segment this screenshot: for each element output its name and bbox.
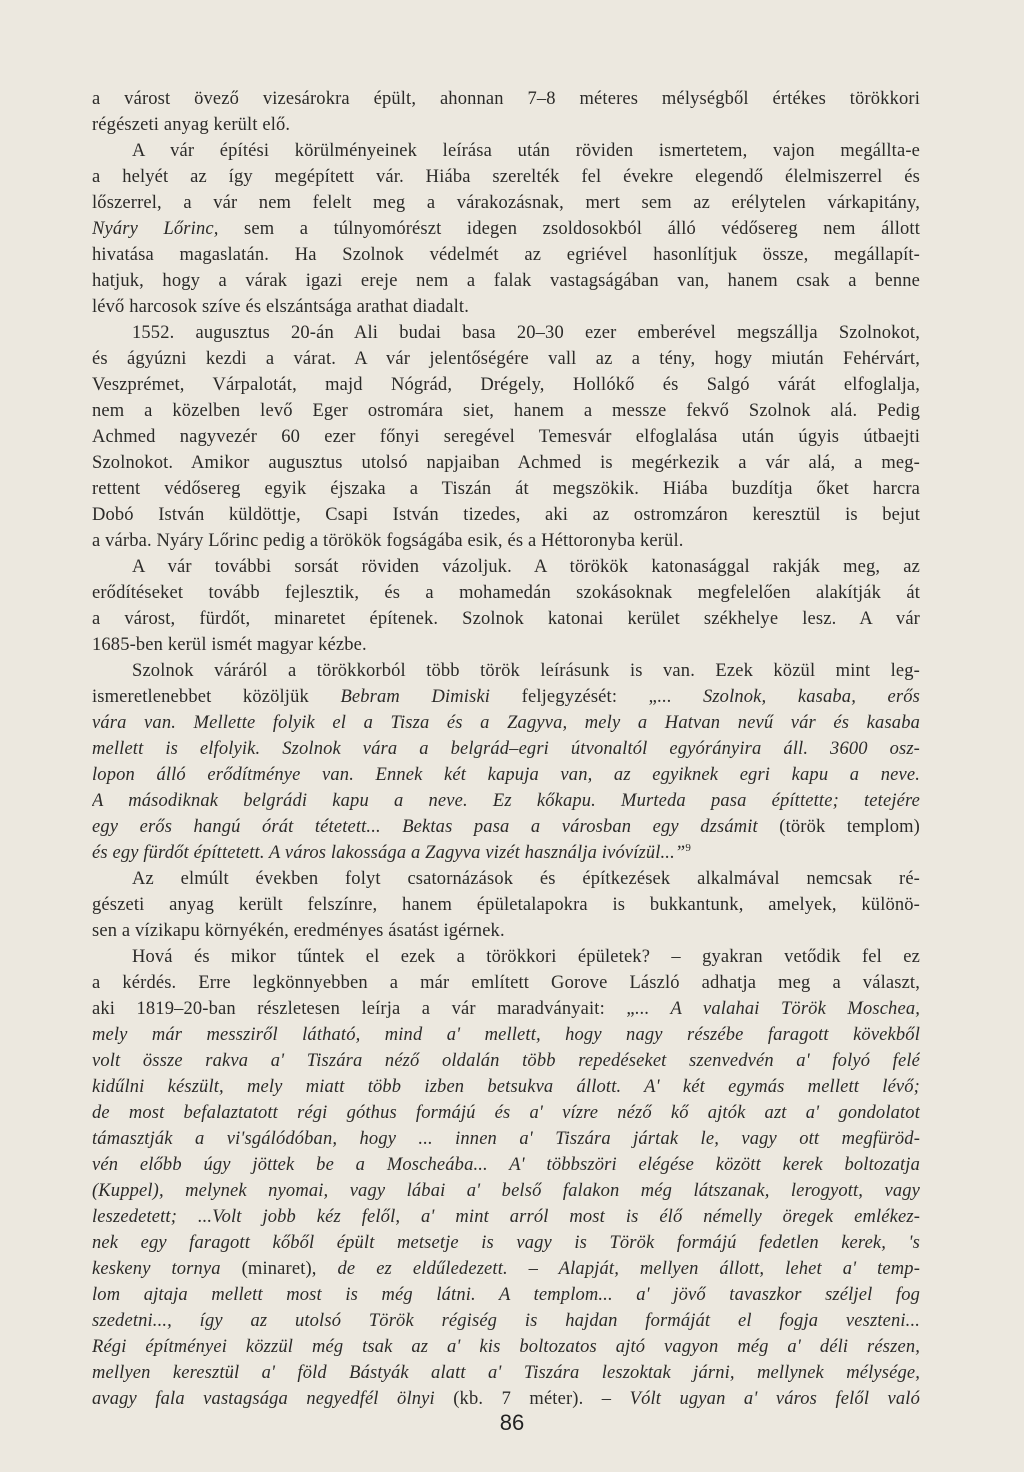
text-span: sem a túlnyomórészt idegen zsoldosokból álló védősereg nem állott [218,219,920,239]
text-span: Az elmúlt években folyt csatornázások és építkezések alkalmával nemcsak ré- [132,869,920,889]
text-line [92,788,920,814]
text-line [92,710,920,736]
text-line [92,528,920,554]
text-line [92,1204,920,1230]
text-line [92,892,920,918]
text-line [92,840,920,866]
italic-text: egy erős hangú órát tétetett... Bektas pasa a városban egy dzsámit [92,817,758,837]
text-span: de most befalaztatott régi góthus formájú és a' vízre néző kő ajtók azt a' gondolatot [92,1103,920,1123]
text-span: szedetni..., így az utolsó Török régiség is hajdan formáját el fogja veszteni... [92,1311,920,1331]
text-line [92,112,920,138]
text-span: A vár építési körülményeinek leírása után röviden ismertetem, vajon megállta-e [132,141,920,161]
text-line [92,1152,920,1178]
text-line [92,762,920,788]
text-span: Hová és mikor tűntek el ezek a törökkori épületek? – gyakran vetődik fel ez [132,947,920,967]
text-line [92,346,920,372]
text-line [92,86,920,112]
text-span: erődítéseket tovább fejlesztik, és a mohamedán szokásoknak megfelelően alakítják át [92,583,920,603]
page-number: 86 [499,1410,525,1435]
italic-text: keskeny tornya [92,1259,221,1279]
text-span: Veszprémet, Várpalotát, majd Nógrád, Drégely, Hollókő és Salgó várát elfoglalja, [92,375,920,395]
text-span: (török templom) [757,817,920,837]
text-span: hatjuk, hogy a várak igazi ereje nem a falak vastagságában van, hanem csak a benne [92,271,920,291]
text-span: gészeti anyag került felszínre, hanem épületalapokra is bukkantunk, amelyek, különö- [92,895,920,915]
text-line [92,398,920,424]
text-line [92,1308,920,1334]
text-line [92,632,920,658]
text-line [132,944,920,970]
text-span: 1685-ben kerül ismét magyar kézbe. [92,635,367,655]
text-line [92,1048,920,1074]
italic-text: Nyáry Lőrinc, [92,219,219,239]
text-line [92,918,920,944]
text-line [132,320,920,346]
text-line [92,1360,920,1386]
text-span: mellett is elfolyik. Szolnok vára a belgrád–egri útvonaltól egyórányira áll. 3600 osz- [92,739,920,759]
text-span: vára van. Mellette folyik el a Tisza és a Zagyva, mely a Hatvan nevű vár és kasaba [92,713,920,733]
text-span: a várba. Nyáry Lőrinc pedig a törökök fogságába esik, és a Héttoronyba kerül. [92,531,684,551]
text-span: (Kuppel), melynek nyomai, vagy lábai a' belső falakon még látszanak, lerogyott, vagy [92,1181,920,1201]
text-span: támasztják a vi'sgálódóban, hogy ... innen a' Tiszára jártak le, vagy ott megfüröd- [92,1129,920,1149]
italic-text: avagy fala vastagsága negyedfél ölnyi [92,1389,435,1409]
text-line [92,684,920,710]
text-line [92,814,920,840]
text-line [92,502,920,528]
text-span: Régi építményei közzül még tsak az a' kis boltozatos ajtó vagyon még a' déli részen, [92,1337,920,1357]
text-span: Achmed nagyvezér 60 ezer főnyi seregével Temesvár elfoglalása után úgyis útbaejti [92,427,920,447]
text-span: a várost, fürdőt, minaretet építenek. Szolnok katonai kerület székhelye lesz. A vár [92,609,920,629]
text-line [92,1178,920,1204]
text-span: volt össze rakva a' Tiszára néző oldalán több repedéseket szenvedvén a' folyó felé [92,1051,920,1071]
italic-text: de ez eldűledezett. – Alapját, mellyen állott, lehet a' temp- [337,1259,920,1279]
text-line [92,1100,920,1126]
text-line [92,190,920,216]
text-span: (kb. 7 méter). – [434,1389,630,1409]
text-span: lévő harcosok szíve és elszántsága arathat diadalt. [92,297,469,317]
text-line [92,996,920,1022]
text-line [92,1256,920,1282]
text-span: A másodiknak belgrádi kapu a neve. Ez kőkapu. Murteda pasa építtette; tetejére [92,791,920,811]
text-span: kidűlni készült, mely miatt több izben betsukva állott. A' két egymás mellett lévő; [92,1077,920,1097]
footnote-ref: 9 [685,841,691,854]
text-span: mely már messziről látható, mind a' mellett, hogy nagy részébe faragott kövekből [92,1025,920,1045]
text-span: Dobó István küldöttje, Csapi István tizedes, aki az ostromzáron keresztül is bejut [92,505,920,525]
text-span: hivatása magaslatán. Ha Szolnok védelmét az egriével hasonlítjuk össze, megállapít- [92,245,920,265]
text-line [132,138,920,164]
text-line [92,1126,920,1152]
text-span: sen a vízikapu környékén, eredményes ásatást igérnek. [92,921,505,941]
text-span: rettent védősereg egyik éjszaka a Tiszán át megszökik. Hiába buzdítja őket harcra [92,479,920,499]
text-line [92,294,920,320]
text-span: ismeretlenebbet közöljük [92,687,341,707]
text-span: nem a közelben levő Eger ostromára siet, hanem a messze fekvő Szolnok alá. Pedig [92,401,920,421]
text-line [92,216,920,242]
text-line [92,580,920,606]
text-span: lőszerrel, a vár nem felelt meg a várakozásnak, mert sem az erélytelen várkapitány, [92,193,920,213]
text-span: vén előbb úgy jöttek be a Moscheába... A' többszöri elégése között kerek boltozatja [92,1155,920,1175]
text-span: lom ajtaja mellett most is még látni. A templom... a' jövő tavaszkor széljel fog [92,1285,920,1305]
text-line [92,1334,920,1360]
text-line [92,736,920,762]
text-line [92,970,920,996]
text-line [92,424,920,450]
text-span: leszedetett; ...Volt jobb kéz felől, a' mint arról most is élő némelly öregek emlékez- [92,1207,920,1227]
text-line [92,372,920,398]
text-line [92,164,920,190]
text-line [92,1230,920,1256]
italic-text: Bebram Dimiski [340,687,491,707]
text-span: Szolnokot. Amikor augusztus utolsó napjaiban Achmed is megérkezik a vár alá, a meg- [92,453,920,473]
text-span: régészeti anyag került elő. [92,115,291,135]
italic-text: Szolnok, kasaba, erős [702,687,920,707]
text-line [92,1386,920,1412]
italic-text: A valahai Török Moschea, [670,999,920,1019]
text-line [92,1022,920,1048]
text-line [132,866,920,892]
text-span: Szolnok váráról a törökkorból több török leírásunk is van. Ezek közül mint leg- [132,661,920,681]
text-line [132,658,920,684]
text-span: és ágyúzni kezdi a várat. A vár jelentőségére vall az a tény, hogy miután Fehérvárt, [92,349,920,369]
italic-text: és egy fürdőt építtetett. A város lakossága a Zagyva vizét használja ivóvízül...” [92,843,686,863]
text-span: 1552. augusztus 20-án Ali budai basa 20–30 ezer emberével megszállja Szolnokot, [132,323,920,343]
text-line [92,1074,920,1100]
text-line [92,242,920,268]
text-span: a kérdés. Erre legkönnyebben a már említett Gorove László adhatja meg a választ, [92,973,920,993]
text-span: aki 1819–20-ban részletesen leírja a vár maradványait: „... [92,999,671,1019]
text-span: mellyen keresztül a' föld Bástyák alatt a' Tiszára leszoktak járni, mellynek mélysége, [92,1363,920,1383]
text-span: a helyét az így megépített vár. Hiába szerelték fel évekre elegendő élelmiszerrel és [92,167,920,187]
text-line [92,606,920,632]
text-span: nek egy faragott kőből épült metsetje is vagy is Török formájú fedetlen kerek, 's [92,1233,920,1253]
text-line [92,268,920,294]
text-line [92,1282,920,1308]
text-span: a várost övező vizesárokra épült, ahonnan 7–8 méteres mélységből értékes törökkori [92,89,920,109]
italic-text: Vólt ugyan a' város felől való [629,1389,920,1409]
text-span: lopon álló erődítménye van. Ennek két kapuja van, az egyiknek egri kapu a neve. [92,765,920,785]
text-line [92,476,920,502]
text-span: feljegyzését: „... [490,687,703,707]
text-line [132,554,920,580]
text-span: (minaret), [220,1259,338,1279]
text-line [92,450,920,476]
text-span: A vár további sorsát röviden vázoljuk. A törökök katonasággal rakják meg, az [132,557,920,577]
